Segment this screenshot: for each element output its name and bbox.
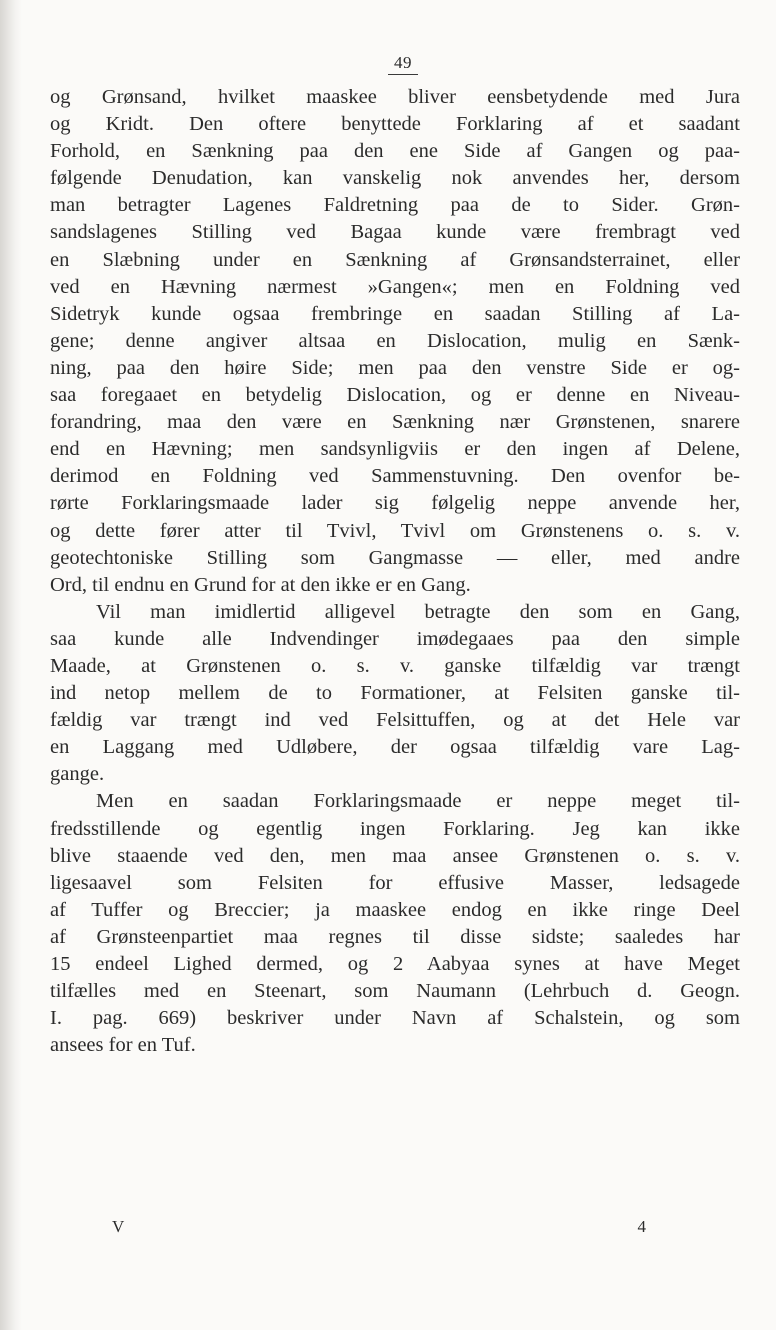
paragraph-1	[50, 84, 740, 599]
page-number: 49	[388, 52, 418, 75]
text-line: ind netop mellem de to Formationer, at Felsiten ganske til-	[50, 682, 740, 705]
text-line: Vil man imidlertid alligevel betragte den som en Gang,	[96, 600, 740, 623]
body-text	[50, 84, 740, 1059]
text-line: Forhold, en Sænkning paa den ene Side af Gangen og paa-	[50, 140, 740, 163]
text-line: blive staaende ved den, men maa ansee Grønstenen o. s. v.	[50, 844, 740, 867]
text-line: af Tuffer og Breccier; ja maaskee endog en ikke ringe Deel	[50, 898, 740, 921]
text-line: forandring, maa den være en Sænkning nær Grønstenen, snarere	[50, 411, 740, 434]
text-line: og dette fører atter til Tvivl, Tvivl om Grønstenens o. s. v.	[50, 519, 740, 542]
text-line: Ord, til endnu en Grund for at den ikke er en Gang.	[50, 573, 471, 596]
text-line: ved en Hævning nærmest »Gangen«; men en Foldning ved	[50, 275, 740, 298]
text-line: ning, paa den høire Side; men paa den venstre Side er og-	[50, 356, 740, 379]
text-line: 15 endeel Lighed dermed, og 2 Aabyaa synes at have Meget	[50, 953, 740, 975]
text-line: af Grønsteenpartiet maa regnes til disse sidste; saaledes har	[50, 925, 740, 948]
text-line: saa kunde alle Indvendinger imødegaaes paa den simple	[50, 627, 740, 650]
text-line: ligesaavel som Felsiten for effusive Masser, ledsagede	[50, 871, 740, 894]
text-line: geotechtoniske Stilling som Gangmasse — eller, med andre	[50, 546, 740, 569]
signature-number: 4	[637, 1217, 646, 1236]
text-line: tilfælles med en Steenart, som Naumann (Lehrbuch d. Geogn.	[50, 980, 740, 1003]
text-line: fredsstillende og egentlig ingen Forklaring. Jeg kan ikke	[50, 817, 740, 840]
text-line: fældig var trængt ind ved Felsittuffen, og at det Hele var	[50, 709, 740, 732]
text-line: en Laggang med Udløbere, der ogsaa tilfældig vare Lag-	[50, 736, 740, 759]
binding-shadow	[0, 0, 22, 1330]
text-line: følgende Denudation, kan vanskelig nok anvendes her, dersom	[50, 167, 740, 190]
text-line: man betragter Lagenes Faldretning paa de to Sider. Grøn-	[50, 194, 740, 217]
text-line: derimod en Foldning ved Sammenstuvning. Den ovenfor be-	[50, 465, 740, 488]
paragraph-2	[50, 599, 740, 789]
text-line: ansees for en Tuf.	[50, 1034, 196, 1057]
text-line: Men en saadan Forklaringsmaade er neppe meget til-	[96, 790, 740, 813]
signature-mark: V	[112, 1217, 125, 1236]
text-line: rørte Forklaringsmaade lader sig følgelig neppe anvende her,	[50, 492, 740, 515]
text-line: end en Hævning; men sandsynligviis er den ingen af Delene,	[50, 438, 740, 461]
text-line: gene; denne angiver altsaa en Dislocation, mulig en Sænk-	[50, 329, 740, 352]
text-line: en Slæbning under en Sænkning af Grønsandsterrainet, eller	[50, 248, 740, 271]
text-line: og Grønsand, hvilket maaskee bliver eensbetydende med Jura	[50, 86, 740, 108]
text-line: saa foregaaet en betydelig Dislocation, og er denne en Niveau-	[50, 384, 740, 407]
text-line: og Kridt. Den oftere benyttede Forklaring af et saadant	[50, 113, 740, 136]
paragraph-3	[50, 788, 740, 1059]
text-line: Maade, at Grønstenen o. s. v. ganske tilfældig var trængt	[50, 654, 740, 677]
text-line: gange.	[50, 763, 105, 786]
text-line: Sidetryk kunde ogsaa frembringe en saadan Stilling af La-	[50, 302, 740, 325]
text-line: sandslagenes Stilling ved Bagaa kunde være frembragt ved	[50, 221, 740, 244]
text-line: I. pag. 669) beskriver under Navn af Schalstein, og som	[50, 1007, 740, 1030]
